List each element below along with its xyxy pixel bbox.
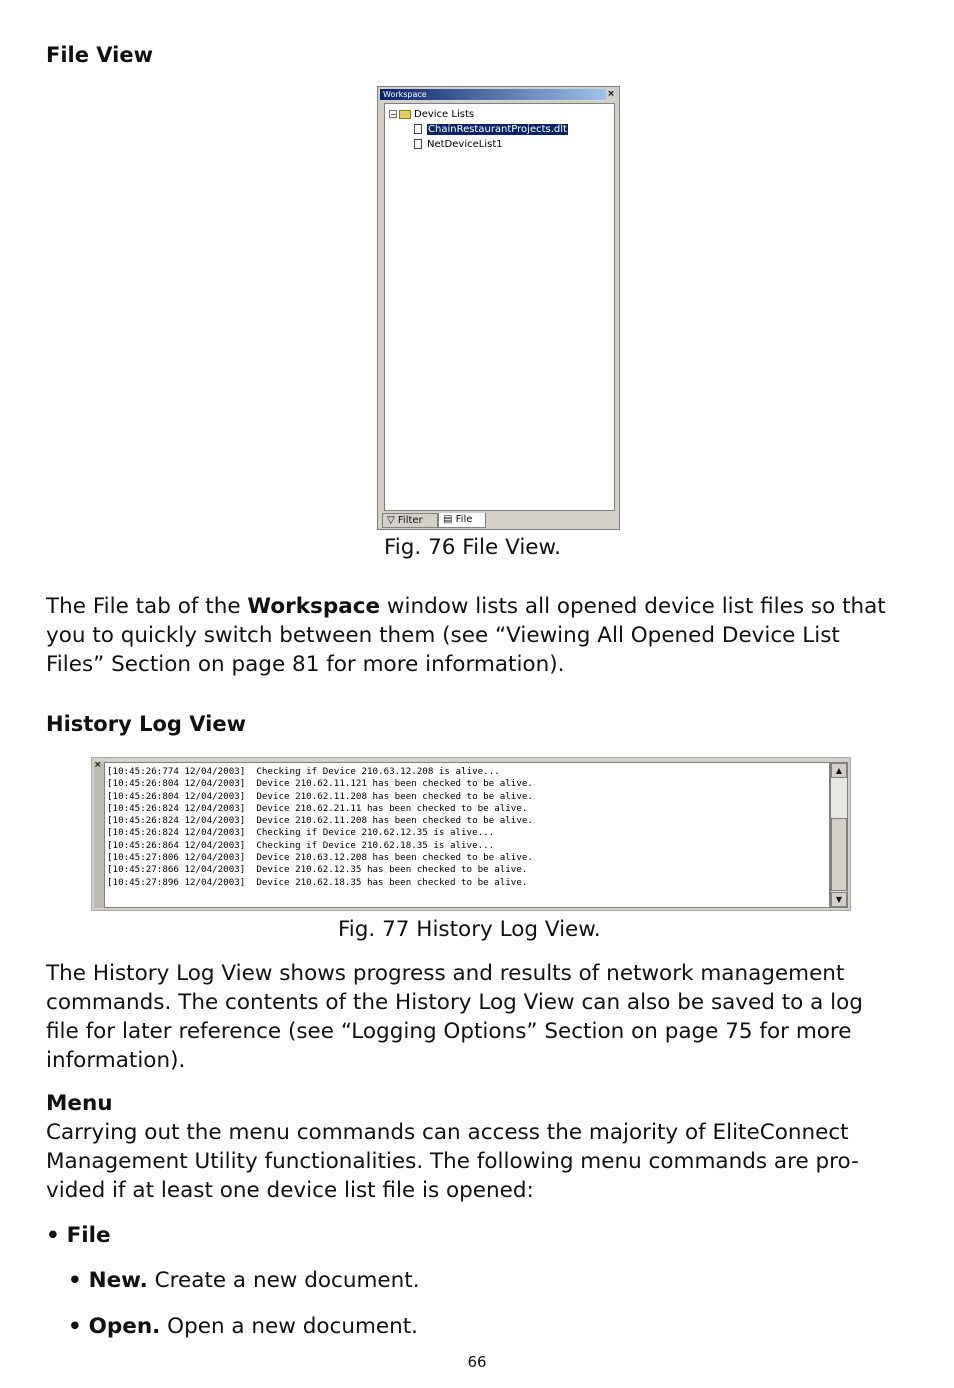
tree-root-label: Device Lists [414,109,475,120]
tree-item-netdevicelist1[interactable] [414,139,503,150]
log-line: [10:45:26:824 12/04/2003] Checking if Device 210.62.12.35 is alive... [107,827,495,839]
log-line: [10:45:26:774 12/04/2003] Checking if Device 210.63.12.208 is alive... [107,766,500,777]
file-view-heading: File View [46,43,154,67]
folder-icon [399,110,411,119]
tree-item-chainrestaurant[interactable] [414,124,568,135]
workspace-title: Workspace [383,90,427,99]
bullet-open: • Open. Open a new document. [68,1314,419,1339]
bullet-new: • New. Create a new document. [68,1268,420,1293]
history-log-window [91,757,851,911]
log-line: [10:45:26:804 12/04/2003] Device 210.62.11.121 has been checked to be alive. [107,778,533,790]
workspace-window [377,86,620,530]
dock-grip[interactable] [94,762,104,908]
vertical-scrollbar[interactable] [830,762,848,908]
file-view-paragraph: The File tab of the Workspace window lists all opened device list files so that you to quickly switch between them (see “Viewing All Opened Device List Files” Section on page 81 for more information). [46,594,886,677]
log-line: [10:45:26:804 12/04/2003] Device 210.62.11.208 has been checked to be alive. [107,790,533,802]
document-icon [414,139,422,149]
tree-item-label: ChainRestaurantProjects.dlt [428,124,567,135]
log-line: [10:45:26:824 12/04/2003] Device 210.62.21.11 has been checked to be alive. [107,802,528,814]
collapse-icon[interactable]: − [390,110,397,119]
log-line: [10:45:27:896 12/04/2003] Device 210.62.18.35 has been checked to be alive. [107,876,528,888]
history-log-paragraph: The History Log View shows progress and results of network management commands. The contents of the History Log View can also be saved to a log file for later reference (see “Logging Options” Section on page 75 for more information). [46,961,863,1073]
workspace-tree-pane [384,103,615,511]
document-icon: ▤ [443,514,453,525]
scroll-thumb[interactable] [831,818,847,891]
tab-filter[interactable]: ▽ Filter [382,513,438,528]
figure-77-caption: Fig. 77 History Log View. [338,917,601,942]
close-icon[interactable]: × [94,760,102,770]
history-log-heading: History Log View [46,712,246,736]
scroll-up-arrow-icon[interactable]: ▲ [831,763,847,778]
document-icon [414,124,422,134]
figure-76-caption: Fig. 76 File View. [384,535,561,560]
bullet-file: • File [46,1223,111,1248]
menu-heading: Menu [46,1091,113,1116]
workspace-title-bar [380,89,617,100]
workspace-bold: Workspace [247,594,381,619]
filter-icon: ▽ [387,515,395,526]
log-line: [10:45:26:864 12/04/2003] Checking if Device 210.62.18.35 is alive... [107,839,495,851]
tree-item-label: NetDeviceList1 [427,139,503,150]
close-icon[interactable]: × [607,89,615,99]
page-number: 66 [467,1353,487,1371]
tab-file[interactable]: ▤ File [438,513,486,528]
log-lines [107,766,533,889]
tree-root-device-lists[interactable] [389,109,474,120]
history-log-pane [104,762,830,908]
scroll-down-arrow-icon[interactable]: ▼ [831,892,847,907]
log-line: [10:45:27:806 12/04/2003] Device 210.63.12.208 has been checked to be alive. [107,852,533,864]
log-line: [10:45:27:866 12/04/2003] Device 210.62.12.35 has been checked to be alive. [107,864,528,876]
menu-section: Menu Carrying out the menu commands can access the majority of EliteConnect Management Utility functionalities. The following menu commands are pro- vided if at least one device list file is opened: [46,1091,859,1203]
log-line: [10:45:26:824 12/04/2003] Device 210.62.11.208 has been checked to be alive. [107,815,533,827]
